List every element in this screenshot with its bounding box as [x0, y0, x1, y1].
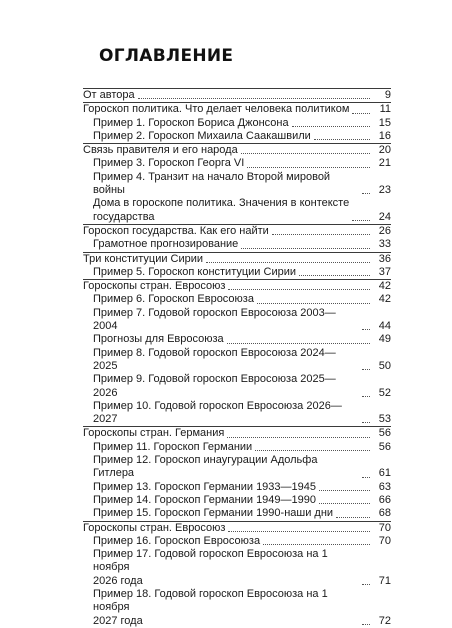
- toc-page-number: 24: [378, 210, 391, 223]
- dot-leader: [352, 220, 370, 221]
- toc-entry-title: Пример 13. Гороскоп Германии 1933—1945: [93, 480, 317, 493]
- toc-section-entry[interactable]: [83, 293, 391, 306]
- dot-leader: [362, 193, 370, 194]
- toc-section-entry[interactable]: [83, 454, 391, 481]
- toc-section-entry[interactable]: [83, 494, 391, 507]
- toc-entry-title: От автора: [83, 89, 135, 101]
- toc-entry-title: Гороскопы стран. Евросоюз: [83, 521, 226, 534]
- toc-entry-title: Грамотное прогнозирование: [93, 238, 239, 251]
- toc-entry-title: Пример 12. Гороскоп инаугурации Адольфа Гитлера: [93, 454, 318, 480]
- toc-chapter-entry[interactable]: [83, 144, 391, 157]
- toc-section-entry[interactable]: [83, 130, 391, 143]
- toc-entry-title-line: Пример 17. Годовой гороскоп Евросоюза на 1 ноября: [93, 548, 328, 574]
- toc-entry-title-line: Пример 18. Годовой гороскоп Евросоюза на 1 ноября: [93, 587, 328, 614]
- toc-entry-title: Пример 1. Гороскоп Бориса Джонсона: [93, 116, 289, 129]
- toc-entry-title: [83, 548, 359, 588]
- toc-section-entry[interactable]: [83, 373, 391, 400]
- toc-entry-title: Пример 15. Гороскоп Германии 1990-наши дни: [93, 507, 334, 520]
- dot-leader: [319, 490, 370, 491]
- toc-section-entry[interactable]: [83, 333, 391, 346]
- dot-leader: [362, 584, 370, 585]
- dot-leader: [362, 369, 370, 370]
- toc-page-number: 53: [378, 413, 391, 426]
- dot-leader: [255, 450, 370, 451]
- toc-page-number: 44: [378, 320, 391, 333]
- dot-leader: [336, 517, 370, 518]
- toc-page-number: 42: [378, 293, 391, 306]
- toc-entry-title: [83, 588, 359, 628]
- toc-page-number: 56: [378, 440, 391, 453]
- toc-entry-title-line: Дома в гороскопе политика. Значения в контексте: [93, 197, 350, 210]
- toc-page-number: 16: [378, 129, 391, 142]
- toc-entry-title: Гороскопы стран. Германия: [83, 427, 225, 440]
- toc-section-entry[interactable]: [83, 307, 391, 334]
- toc-page-number: 68: [378, 507, 391, 520]
- dot-leader: [227, 437, 370, 438]
- toc-entry-title: Три конституции Сирии: [83, 252, 204, 265]
- toc-page-number: 21: [378, 157, 391, 170]
- page-title: ОГЛАВЛЕНИЕ: [99, 46, 234, 66]
- toc-page-number: 49: [378, 333, 391, 346]
- toc-entry-title: [83, 197, 349, 224]
- dot-leader: [292, 126, 370, 127]
- toc-page-number: 11: [379, 103, 391, 116]
- toc-entry-title-line: 2027 года: [93, 614, 143, 627]
- toc-page-number: 33: [378, 238, 391, 251]
- toc-chapter-entry[interactable]: [83, 225, 391, 238]
- toc-section-entry[interactable]: [83, 117, 391, 130]
- toc-page-number: 52: [378, 386, 391, 399]
- toc-entry-title: Гороскоп политика. Что делает человека политиком: [83, 103, 350, 116]
- toc-entry-title: Пример 9. Годовой гороскоп Евросоюза 2025—2026: [93, 373, 336, 399]
- toc-entry-title: Прогнозы для Евросоюза: [93, 333, 224, 346]
- dot-leader: [362, 329, 370, 330]
- toc-chapter-entry[interactable]: [83, 522, 391, 535]
- toc-page-number: 15: [378, 116, 391, 129]
- toc-entry-title: Связь правителя и его народа: [83, 144, 238, 157]
- dot-leader: [362, 477, 370, 478]
- dot-leader: [352, 113, 370, 114]
- toc-page-number: 36: [378, 252, 391, 265]
- toc-section-entry[interactable]: [83, 441, 391, 454]
- dot-leader: [299, 275, 370, 276]
- toc-section-entry[interactable]: [83, 197, 391, 224]
- toc-section-entry[interactable]: [83, 507, 391, 520]
- toc-page-number: 26: [378, 224, 391, 237]
- toc-page-number: 37: [378, 265, 391, 278]
- toc-chapter-entry[interactable]: [83, 103, 391, 116]
- dot-leader: [362, 422, 370, 423]
- toc-entry-title: Пример 4. Транзит на начало Второй мировой войны: [93, 170, 331, 197]
- toc-section-entry[interactable]: [83, 171, 391, 198]
- table-of-contents: [83, 88, 391, 628]
- toc-page-number: 61: [378, 467, 391, 480]
- dot-leader: [247, 167, 370, 168]
- toc-page-number: 71: [378, 574, 391, 587]
- toc-entry-title: Пример 16. Гороскоп Евросоюза: [93, 534, 261, 547]
- toc-page-number: 63: [378, 480, 391, 493]
- toc-section-entry[interactable]: [83, 400, 391, 427]
- toc-entry-title: Пример 6. Гороскоп Евросоюза: [93, 293, 254, 306]
- dot-leader: [228, 289, 370, 290]
- dot-leader: [314, 139, 370, 140]
- toc-section-entry[interactable]: [83, 548, 391, 588]
- toc-section-entry[interactable]: [83, 238, 391, 251]
- toc-entry-title: Гороскопы стран. Евросоюз: [83, 280, 226, 293]
- toc-entry-title-line: государства: [93, 210, 155, 223]
- toc-entry-title: Пример 14. Гороскоп Германии 1949—1990: [93, 493, 317, 506]
- toc-section-entry[interactable]: [83, 266, 391, 279]
- toc-page-number: 20: [378, 144, 391, 157]
- toc-entry-title-line: 2026 года: [93, 574, 143, 587]
- toc-section-entry[interactable]: [83, 588, 391, 628]
- dot-leader: [263, 544, 370, 545]
- dot-leader: [228, 531, 370, 532]
- toc-chapter-entry[interactable]: [83, 427, 391, 440]
- toc-entry-title: Пример 3. Гороскоп Георга VI: [93, 157, 245, 170]
- toc-section-entry[interactable]: [83, 481, 391, 494]
- toc-chapter-entry[interactable]: [83, 89, 391, 102]
- toc-section-entry[interactable]: [83, 157, 391, 170]
- dot-leader: [241, 248, 370, 249]
- dot-leader: [362, 624, 370, 625]
- dot-leader: [257, 303, 370, 304]
- toc-page-number: 56: [378, 427, 391, 440]
- toc-page-number: 72: [378, 614, 391, 627]
- toc-entry-title: Пример 5. Гороскоп конституции Сирии: [93, 265, 297, 278]
- toc-chapter-entry[interactable]: [83, 253, 391, 266]
- dot-leader: [241, 153, 370, 154]
- toc-chapter-entry[interactable]: [83, 280, 391, 293]
- toc-page-number: 50: [378, 359, 391, 372]
- dot-leader: [138, 98, 370, 99]
- toc-page-number: 70: [378, 534, 391, 547]
- dot-leader: [319, 503, 370, 504]
- toc-entry-title: Пример 11. Гороскоп Германии: [93, 440, 253, 453]
- toc-page-number: 66: [378, 493, 391, 506]
- toc-page-number: 9: [384, 89, 391, 101]
- dot-leader: [362, 396, 370, 397]
- toc-page-number: 70: [378, 521, 391, 534]
- toc-entry-title: Пример 10. Годовой гороскоп Евросоюза 2026—2027: [93, 399, 342, 426]
- dot-leader: [227, 343, 370, 344]
- toc-entry-title: Гороскоп государства. Как его найти: [83, 224, 269, 237]
- toc-page-number: 23: [378, 184, 391, 197]
- toc-entry-title: Пример 7. Годовой гороскоп Евросоюза 2003—2004: [93, 306, 336, 333]
- toc-section-entry[interactable]: [83, 535, 391, 548]
- dot-leader: [206, 262, 370, 263]
- dot-leader: [272, 234, 370, 235]
- toc-section-entry[interactable]: [83, 347, 391, 374]
- toc-entry-title: Пример 8. Годовой гороскоп Евросоюза 2024—2025: [93, 346, 336, 372]
- toc-page-number: 42: [378, 280, 391, 293]
- toc-entry-title: Пример 2. Гороскоп Михаила Саакашвили: [93, 129, 311, 142]
